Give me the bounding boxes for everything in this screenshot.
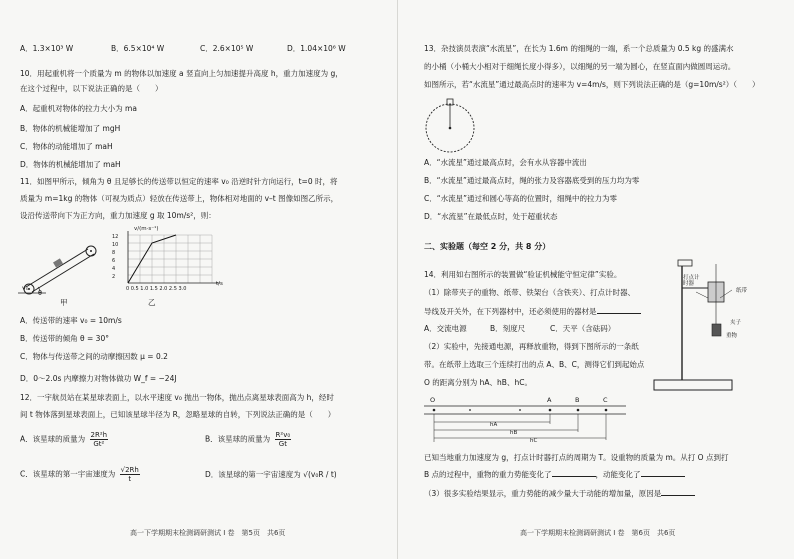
q12-option-a — [20, 431, 110, 448]
water-meteor-circle-figure — [420, 96, 480, 156]
q13-option-d: D．“水流星”在最低点时，处于超重状态 — [424, 212, 558, 221]
q12-stem-line2: 间 t 物体落到星球表面上，已知该星球半径为 R，忽略星球的自转，下列说法正确的是（ ） — [20, 410, 336, 419]
q13-stem-line2: 的小桶（小桶大小相对于细绳长度小得多），以细绳的另一端为圆心，在竖直面内做圆周运动。 — [424, 62, 736, 71]
tape-point-o: O — [430, 396, 436, 404]
q13-option-b: B．“水流星”通过最高点时，绳的张力及容器底受到的压力均为零 — [424, 176, 640, 185]
q9-option-c: C．2.6×10⁵ W — [200, 44, 254, 53]
q14-option-b: B．刻度尺 — [490, 324, 526, 333]
q13-stem-line3: 如图所示，若“水流星”通过最高点时的速率为 v=4m/s，则下列说法正确的是（g=10m/s²）（ ） — [424, 80, 760, 89]
q13-stem-line1: 13．杂技演员表演“水流星”，在长为 1.6m 的细绳的一端，系一个总质量为 0.5 kg 的盛满水 — [424, 44, 734, 53]
paper-tape-figure — [420, 396, 630, 444]
q14-potential-energy-blank[interactable] — [552, 469, 596, 477]
q12-option-c — [20, 466, 142, 483]
q10-option-b: B．物体的机械能增加了 mgH — [20, 124, 121, 133]
vt-x-unit: t/s — [216, 281, 223, 287]
vt-graph — [112, 227, 232, 295]
q14-part2-line4: 已知当地重力加速度为 g，打点计时器打点的周期为 T。设重物的质量为 m。从打 O 点到打 — [424, 453, 729, 462]
q14-part2-line3: O 的距离分别为 hA、hB、hC。 — [424, 378, 532, 387]
y-tick-6: 6 — [112, 258, 116, 264]
q12-option-b — [205, 431, 293, 448]
label-weight: 重物 — [726, 333, 738, 339]
left-page-footer: 高一下学期期末检测调研测试 Ⅰ 卷 第5页 共6页 — [130, 529, 286, 537]
conveyor-belt-figure — [16, 235, 106, 297]
y-tick-12: 12 — [112, 234, 119, 240]
q11-stem-line2: 质量为 m=1kg 的物体（可视为质点）轻放在传送带上，物体相对地面的 v–t 图像如图乙所示， — [20, 194, 339, 203]
q12-option-a-fraction — [90, 431, 109, 448]
tape-point-c: C — [603, 396, 608, 404]
q11-option-d: D．0～2.0s 内摩擦力对物体做功 W_f = −24J — [20, 374, 177, 383]
q14-part2-line1: （2）实验中，先接通电源，再释放重物，得到下图所示的一条纸 — [424, 342, 639, 351]
tape-height-ha: hA — [490, 422, 498, 428]
figure-yi-caption: 乙 — [148, 298, 156, 307]
tape-height-hb: hB — [510, 430, 518, 436]
v0-label: v₀ — [22, 284, 29, 292]
tape-height-hc: hC — [530, 438, 538, 444]
q12-c-denominator: t — [128, 475, 132, 483]
q14-part1-line1: （1）除带夹子的重物、纸带、铁架台（含铁夹）、打点计时器、 — [424, 288, 636, 297]
y-tick-8: 8 — [112, 250, 116, 256]
q12-option-a-text: A．该星球的质量为 — [20, 434, 86, 444]
y-tick-4: 4 — [112, 266, 116, 272]
q12-a-numerator: 2R²h — [90, 431, 108, 439]
tape-point-a: A — [547, 396, 552, 404]
q10-stem-line1: 10．用起重机将一个质量为 m 的物体以加速度 a 竖直向上匀加速提升高度 h，重力加速度为 g， — [20, 69, 343, 78]
vt-y-unit: v/(m·s⁻¹) — [134, 226, 159, 232]
figure-jia-caption: 甲 — [60, 298, 68, 307]
q9-option-b: B．6.5×10⁴ W — [111, 44, 165, 53]
q12-option-d-expression: √(v₀R / t) — [303, 470, 337, 479]
q12-option-b-fraction — [275, 431, 292, 448]
q14-stem: 14．利用如右图所示的装置做“验证机械能守恒定律”实验。 — [424, 270, 622, 279]
q10-stem-line2: 在这个过程中，以下说法正确的是（ ） — [20, 84, 163, 93]
q14-part1-line2 — [424, 306, 641, 317]
q13-option-a: A．“水流星”通过最高点时，会有水从容器中流出 — [424, 158, 587, 167]
q12-option-d-text: D．该星球的第一宇宙速度为 — [205, 470, 301, 479]
q11-stem-line3: 设沿传送带向下为正方向，重力加速度 g 取 10m/s²，则： — [20, 211, 216, 220]
vt-x-ticks: 0 0.5 1.0 1.5 2.0 2.5 3.0 — [126, 286, 187, 292]
theta-label: θ — [38, 289, 42, 297]
q12-option-c-fraction — [120, 466, 140, 483]
section-2-heading: 二、实验题（每空 2 分，共 8 分） — [424, 242, 551, 251]
q14-part2-line2: 带。在纸带上选取三个连续打出的点 A、B、C，测得它们到起始点 — [424, 360, 645, 369]
label-paper-tape: 纸带 — [736, 288, 748, 294]
q13-option-c: C．“水流星”通过和圆心等高的位置时，细绳中的拉力为零 — [424, 194, 618, 203]
tape-point-b: B — [575, 396, 580, 404]
q11-stem-line1: 11．如图甲所示，倾角为 θ 且足够长的传送带以恒定的速率 v₀ 沿逆时针方向运行，t=0 时，将 — [20, 177, 338, 186]
q14-part1-answer-blank[interactable] — [597, 306, 641, 314]
q11-option-b: B．传送带的倾角 θ = 30° — [20, 334, 109, 343]
q10-option-c: C．物体的动能增加了 maH — [20, 142, 113, 151]
q12-c-numerator: √2Rh — [120, 466, 139, 474]
q12-stem-line1: 12．一宇航员站在某星球表面上，以水平速度 v₀ 抛出一物体，抛出点离星球表面高为 h，经时 — [20, 393, 334, 402]
q14-kinetic-energy-blank[interactable] — [641, 469, 685, 477]
y-tick-2: 2 — [112, 274, 116, 280]
q11-option-c: C．物体与传送带之间的动摩擦因数 μ = 0.2 — [20, 352, 168, 361]
y-tick-10: 10 — [112, 242, 119, 248]
q14-part1-line2-text: 导线及开关外，在下列器材中，还必须使用的器材是 — [424, 307, 597, 316]
q10-option-d: D．物体的机械能增加了 maH — [20, 160, 121, 169]
q14-part3-text: （3）很多实验结果显示，重力势能的减少量大于动能的增加量，原因是 — [424, 489, 662, 498]
q14-option-c: C．天平（含砝码） — [550, 324, 616, 333]
right-page-footer: 高一下学期期末检测调研测试 Ⅰ 卷 第6页 共6页 — [520, 529, 676, 537]
q12-b-denominator: Gt — [278, 440, 287, 448]
q14-part2-line5 — [424, 469, 685, 480]
q12-option-c-text: C．该星球的第一宇宙速度为 — [20, 469, 116, 479]
page-divider — [397, 0, 398, 559]
q12-option-d — [205, 470, 337, 480]
q12-option-b-text: B．该星球的质量为 — [205, 434, 271, 444]
q9-option-d: D．1.04×10⁶ W — [287, 44, 346, 53]
q14-option-a: A．交流电源 — [424, 324, 467, 333]
vt-y-ticks — [112, 233, 126, 281]
label-clip: 夹子 — [730, 320, 742, 326]
label-timer: 打点计时器 — [683, 275, 700, 287]
q14-part2-line5-text-a: B 点的过程中，重物的重力势能变化了 — [424, 470, 552, 479]
q10-option-a: A．起重机对物体的拉力大小为 ma — [20, 104, 137, 113]
q12-b-numerator: R²v₀ — [275, 431, 291, 439]
q14-part2-line5-text-b: ，动能变化了 — [595, 470, 641, 479]
q9-option-a: A．1.3×10³ W — [20, 44, 74, 53]
q14-part3 — [424, 488, 695, 499]
q14-part3-answer-blank[interactable] — [661, 488, 695, 496]
q12-a-denominator: Gt² — [93, 440, 105, 448]
q11-option-a: A．传送带的速率 v₀ = 10m/s — [20, 316, 122, 325]
